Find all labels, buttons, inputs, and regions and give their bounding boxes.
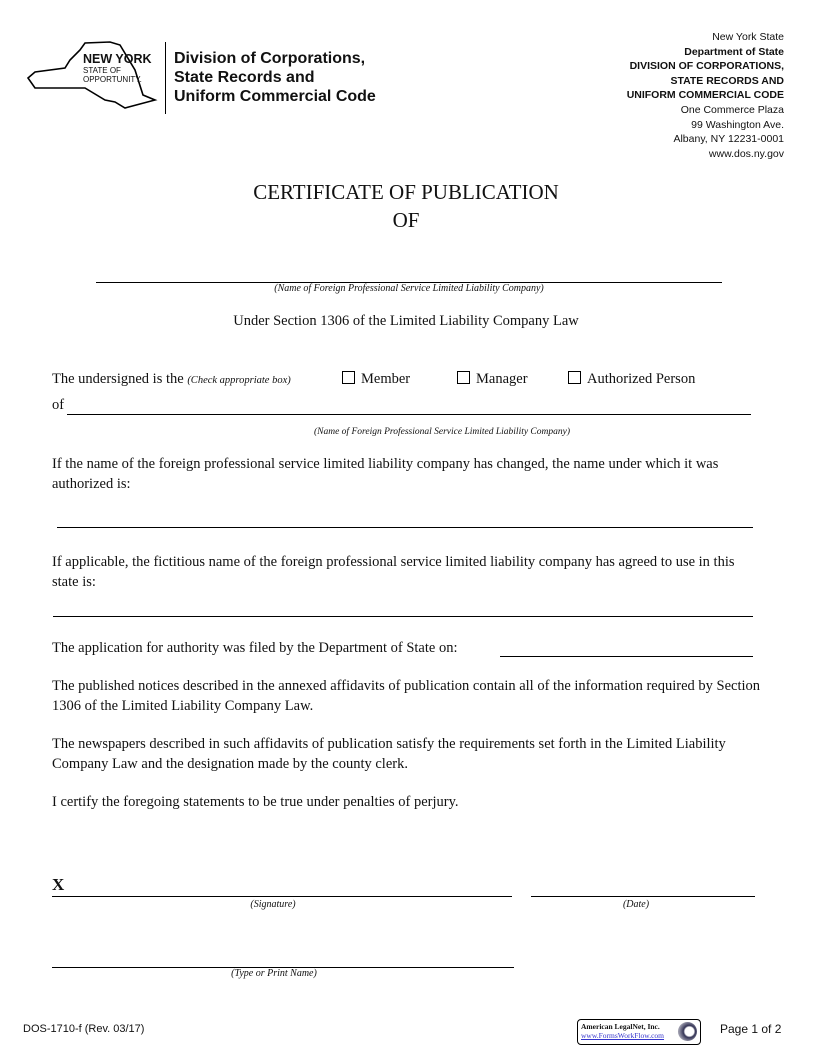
date-field[interactable] [531, 896, 755, 897]
legalnet-badge[interactable] [577, 1019, 701, 1045]
newspapers-text: The newspapers described in such affidavits of publication satisfy the requirements set forth in the Limited Liability Company Law and the designation made by the county clerk. [52, 736, 726, 772]
header-line: 99 Washington Ave. [691, 118, 784, 131]
of-label: of [52, 397, 65, 413]
checkbox-member[interactable]: Member [342, 371, 410, 388]
field-caption: (Name of Foreign Professional Service Limited Liability Company) [274, 283, 544, 294]
notices-text: The published notices described in the annexed affidavits of publication contain all of the information required by Section 1306 of the Limited Liability Company Law. [52, 678, 761, 714]
logo-tagline: OPPORTUNITY. [83, 75, 142, 84]
agency-address [627, 30, 784, 161]
page-title [0, 178, 812, 234]
header-line: DIVISION OF CORPORATIONS, [629, 60, 784, 73]
ny-logo [25, 40, 385, 115]
header-line: Albany, NY 12231-0001 [673, 133, 784, 146]
header-line: New York State [712, 31, 784, 43]
field-caption: (Date) [622, 899, 650, 910]
signature-x-mark: X [52, 875, 65, 894]
company-name-field-2[interactable] [67, 414, 751, 415]
header-line: www.dos.ny.gov [708, 147, 784, 160]
title-line: CERTIFICATE OF PUBLICATION [253, 180, 559, 204]
certify-text: I certify the foregoing statements to be true under penalties of perjury. [52, 794, 459, 810]
section-reference: Under Section 1306 of the Limited Liability Company Law [233, 313, 579, 329]
page-number: Page 1 of 2 [720, 1022, 782, 1036]
header-line: Department of State [684, 45, 784, 58]
header-line: One Commerce Plaza [680, 103, 784, 116]
logo-division: Division of Corporations, [174, 50, 366, 67]
logo-tagline: STATE OF [83, 66, 121, 75]
logo-state-name: NEW YORK [83, 52, 152, 66]
signature-field[interactable] [52, 896, 512, 897]
field-caption: (Signature) [250, 899, 296, 910]
badge-text: American LegalNet, Inc. [581, 1022, 660, 1031]
title-line: OF [392, 208, 420, 232]
header-line: UNIFORM COMMERCIAL CODE [626, 89, 784, 102]
checkbox-manager[interactable]: Manager [457, 371, 528, 388]
globe-icon [678, 1022, 697, 1041]
filed-date-field[interactable] [500, 656, 753, 657]
form-id: DOS-1710-f (Rev. 03/17) [23, 1023, 145, 1035]
fictitious-name-field[interactable] [53, 616, 753, 617]
field-caption: (Name of Foreign Professional Service Limited Liability Company) [313, 427, 571, 437]
undersigned-row [52, 371, 772, 388]
fictitious-name-text: If applicable, the fictitious name of the foreign professional service limited liability company has agreed to use in this state is: [52, 554, 735, 590]
undersigned-label: The undersigned is the [52, 371, 184, 387]
changed-name-text: If the name of the foreign professional service limited liability company has changed, the name under which it was authorized is: [52, 456, 719, 492]
badge-link[interactable]: www.FormsWorkFlow.com [581, 1031, 665, 1040]
prior-name-field[interactable] [57, 527, 753, 528]
filed-date-text: The application for authority was filed by the Department of State on: [52, 640, 458, 656]
hint-text: (Check appropriate box) [187, 375, 291, 386]
logo-division: State Records and [174, 69, 315, 86]
field-caption: (Type or Print Name) [231, 968, 317, 979]
logo-division: Uniform Commercial Code [174, 88, 376, 105]
checkbox-authorized-person[interactable]: Authorized Person [568, 371, 695, 388]
header-line: STATE RECORDS AND [670, 74, 784, 87]
